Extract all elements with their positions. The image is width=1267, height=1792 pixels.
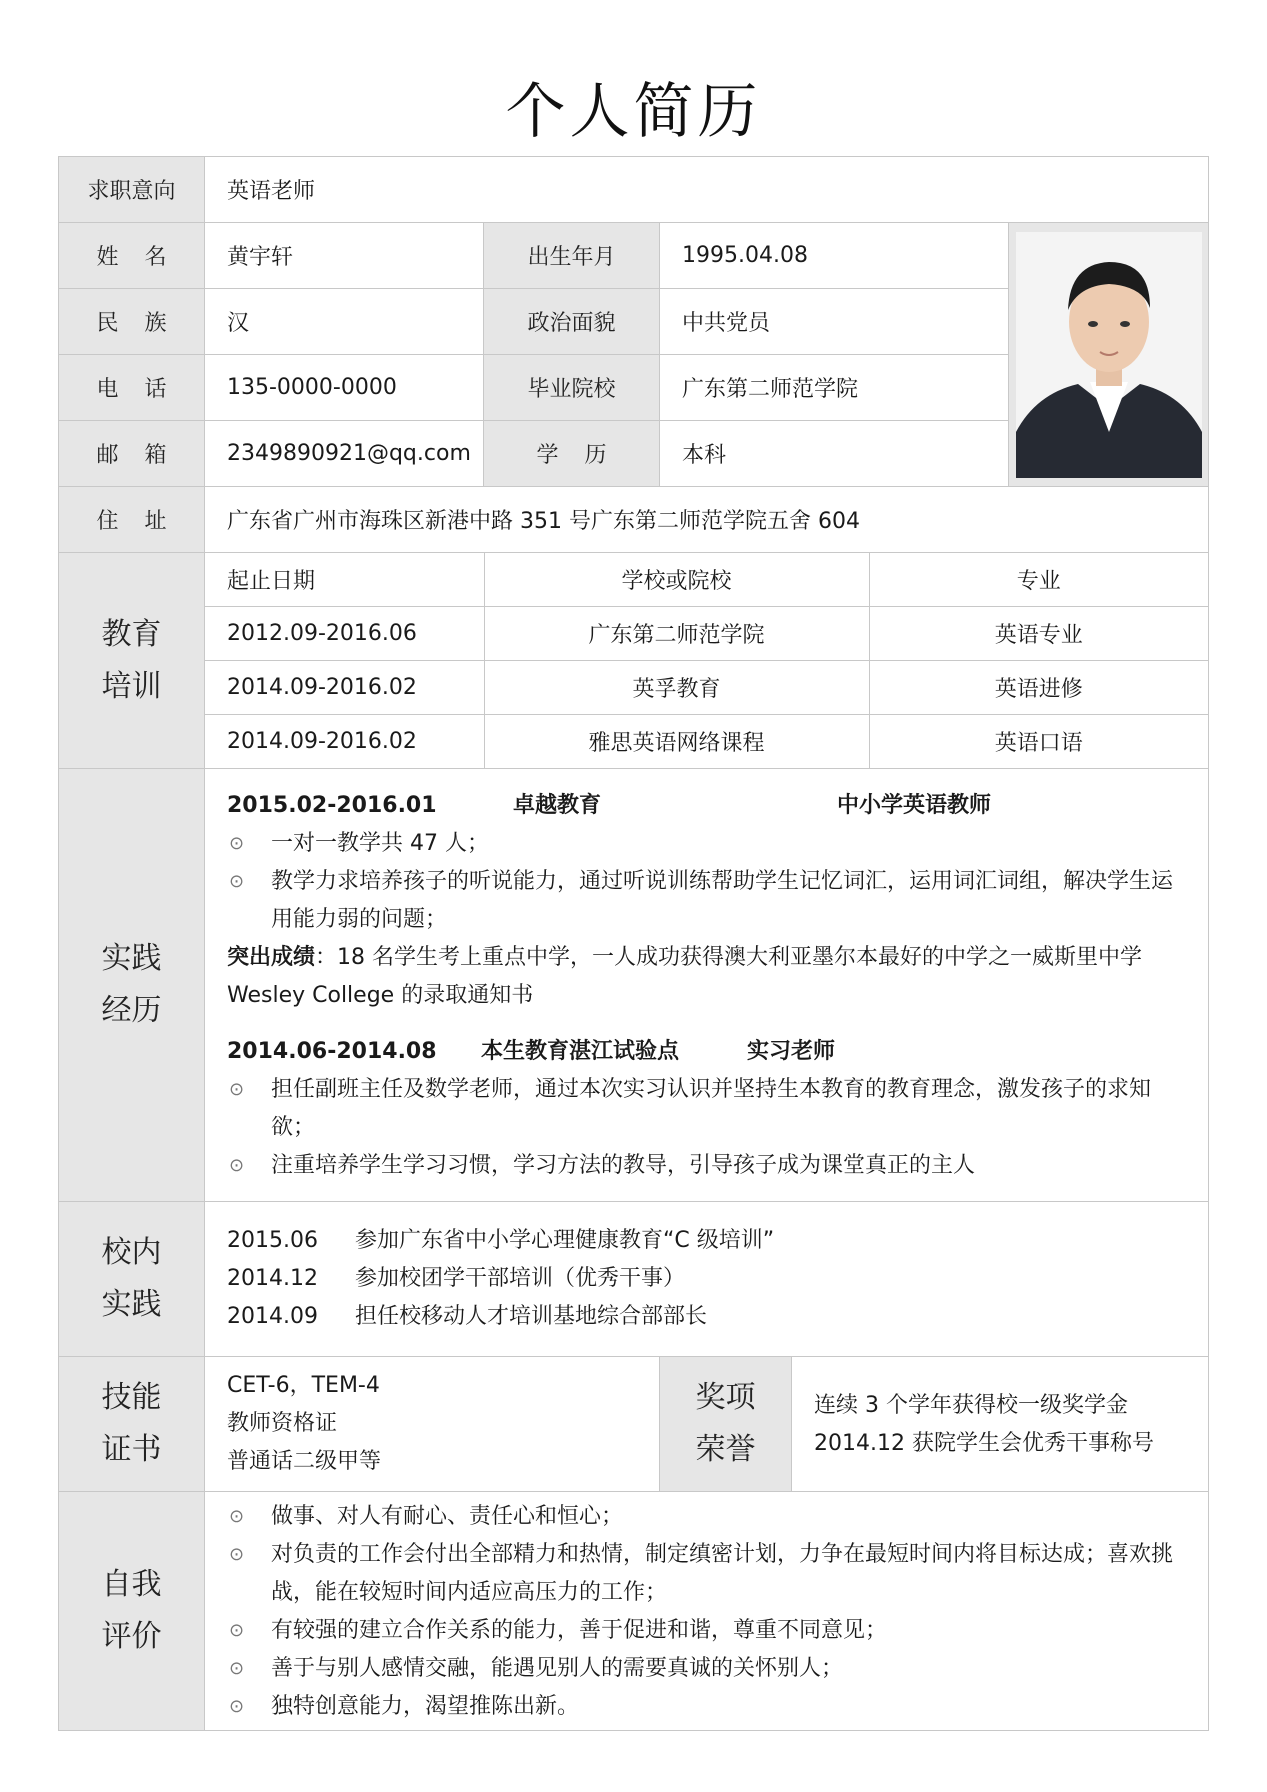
education-cell: 广东第二师范学院 [484,607,869,661]
awards-label-text: 奖项荣誉 [695,1380,756,1467]
job-org: 卓越教育 [513,793,602,818]
education-section [205,553,1209,769]
campus-section [205,1202,1209,1357]
list-item [227,825,1186,863]
list-item [227,1688,1186,1726]
education-table [205,553,1208,768]
education-cell: 英语专业 [869,607,1208,661]
highlight-text: ：18 名学生考上重点中学，一人成功获得澳大利亚墨尔本最好的中学之一威斯里中学 Wesley College 的录取通知书 [227,945,1143,1008]
list-item [227,1071,1186,1147]
degree-label: 学历 [484,421,660,487]
circle-dot-icon: ⊙ [229,1079,245,1100]
education-cell: 英语进修 [869,661,1208,715]
education-cell: 2014.09-2016.02 [205,715,484,769]
education-header: 起止日期 [205,553,484,607]
bullet-text: 独特创意能力，渴望推陈出新。 [271,1694,580,1719]
bullet-text: 担任副班主任及数学老师，通过本次实习认识并坚持生本教育的教育理念，激发孩子的求知欲； [271,1077,1152,1140]
circle-dot-icon: ⊙ [229,1155,245,1176]
campus-text: 参加校团学干部培训（优秀干事） [355,1266,686,1291]
address-label: 住址 [59,487,205,553]
education-header-row [205,553,1208,607]
education-header: 学校或院校 [484,553,869,607]
list-item: 教师资格证 [227,1411,338,1436]
list-item: 普通话二级甲等 [227,1449,382,1474]
campus-date: 2014.12 [227,1266,318,1291]
phone-value: 135-0000-0000 [205,355,484,421]
job-header [227,1033,1186,1071]
photo-cell [1009,223,1209,487]
list-item [227,1536,1186,1612]
campus-date: 2014.09 [227,1304,318,1329]
job-org: 本生教育湛江试验点 [481,1039,680,1064]
self-label [59,1492,205,1731]
school-label: 毕业院校 [484,355,660,421]
skills-label-text: 技能证书 [101,1380,162,1467]
education-cell: 2014.09-2016.02 [205,661,484,715]
job-period: 2014.06-2014.08 [227,1039,437,1064]
education-cell: 2012.09-2016.06 [205,607,484,661]
list-item [227,1612,1186,1650]
name-label: 姓名 [59,223,205,289]
education-label [59,553,205,769]
education-cell: 雅思英语网络课程 [484,715,869,769]
bullet-text: 对负责的工作会付出全部精力和热情，制定缜密计划，力争在最短时间内将目标达成；喜欢挑战，能在较短时间内适应高压力的工作； [271,1542,1174,1605]
list-item [227,863,1186,939]
job-header [227,787,1186,825]
phone-label: 电话 [59,355,205,421]
practice-label [59,769,205,1202]
job-period: 2015.02-2016.01 [227,793,437,818]
list-item: 2014.12 获院学生会优秀干事称号 [814,1431,1154,1456]
campus-date: 2015.06 [227,1228,318,1253]
list-item [227,1147,1186,1185]
job-intent-value: 英语老师 [205,157,1209,223]
awards-section [792,1357,1209,1492]
avatar [1016,232,1202,478]
list-item [227,1260,1186,1298]
campus-text: 担任校移动人才培训基地综合部部长 [355,1304,708,1329]
job-role: 实习老师 [747,1039,836,1064]
self-label-text: 自我评价 [101,1567,162,1654]
circle-dot-icon: ⊙ [229,1544,245,1565]
campus-text: 参加广东省中小学心理健康教育“C 级培训” [355,1228,775,1253]
birth-label: 出生年月 [484,223,660,289]
bullet-text: 有较强的建立合作关系的能力，善于促进和谐，尊重不同意见； [271,1618,888,1643]
ethnic-label: 民族 [59,289,205,355]
political-value: 中共党员 [660,289,1009,355]
circle-dot-icon: ⊙ [229,833,245,854]
page-title: 个人简历 [505,77,762,147]
bullet-text: 一对一教学共 47 人； [271,831,489,856]
table-row [205,661,1208,715]
list-item [227,1650,1186,1688]
circle-dot-icon: ⊙ [229,1620,245,1641]
ethnic-value: 汉 [205,289,484,355]
list-item: 连续 3 个学年获得校一级奖学金 [814,1393,1128,1418]
political-label: 政治面貌 [484,289,660,355]
bullet-text: 教学力求培养孩子的听说能力，通过听说训练帮助学生记忆词汇，运用词汇词组，解决学生运用能力弱的问题； [271,869,1174,932]
campus-label [59,1202,205,1357]
email-label: 邮箱 [59,421,205,487]
degree-value: 本科 [660,421,1009,487]
circle-dot-icon: ⊙ [229,871,245,892]
bullet-text: 注重培养学生学习习惯，学习方法的教导，引导孩子成为课堂真正的主人 [271,1153,976,1178]
self-section [205,1492,1209,1731]
profile-photo [1016,232,1202,478]
job-intent-label: 求职意向 [59,157,205,223]
list-item [227,1222,1186,1260]
list-item [227,1298,1186,1336]
table-row [205,715,1208,769]
list-item [227,1498,1186,1536]
highlight-label: 突出成绩 [227,945,316,970]
name-value: 黄宇轩 [205,223,484,289]
education-cell: 英孚教育 [484,661,869,715]
practice-label-text: 实践经历 [101,941,162,1028]
education-header: 专业 [869,553,1208,607]
awards-label [660,1357,792,1492]
skills-section [205,1357,660,1492]
highlight [227,939,1186,1015]
table-row [205,607,1208,661]
circle-dot-icon: ⊙ [229,1506,245,1527]
birth-value: 1995.04.08 [660,223,1009,289]
education-cell: 英语口语 [994,731,1083,756]
bullet-text: 善于与别人感情交融，能遇见别人的需要真诚的关怀别人； [271,1656,844,1681]
bullet-text: 做事、对人有耐心、责任心和恒心； [271,1504,624,1529]
skills-label [59,1357,205,1492]
school-value: 广东第二师范学院 [660,355,1009,421]
address-value: 广东省广州市海珠区新港中路 351 号广东第二师范学院五舍 604 [205,487,1209,553]
practice-section [205,769,1209,1202]
list-item: CET-6，TEM-4 [227,1373,380,1398]
circle-dot-icon: ⊙ [229,1658,245,1679]
circle-dot-icon: ⊙ [229,1696,245,1717]
education-label-text: 教育培训 [101,616,162,704]
job-role: 中小学英语教师 [837,793,992,818]
email-value: 2349890921@qq.com [205,421,484,487]
campus-label-text: 校内实践 [101,1235,162,1322]
resume-table [58,156,1209,1731]
